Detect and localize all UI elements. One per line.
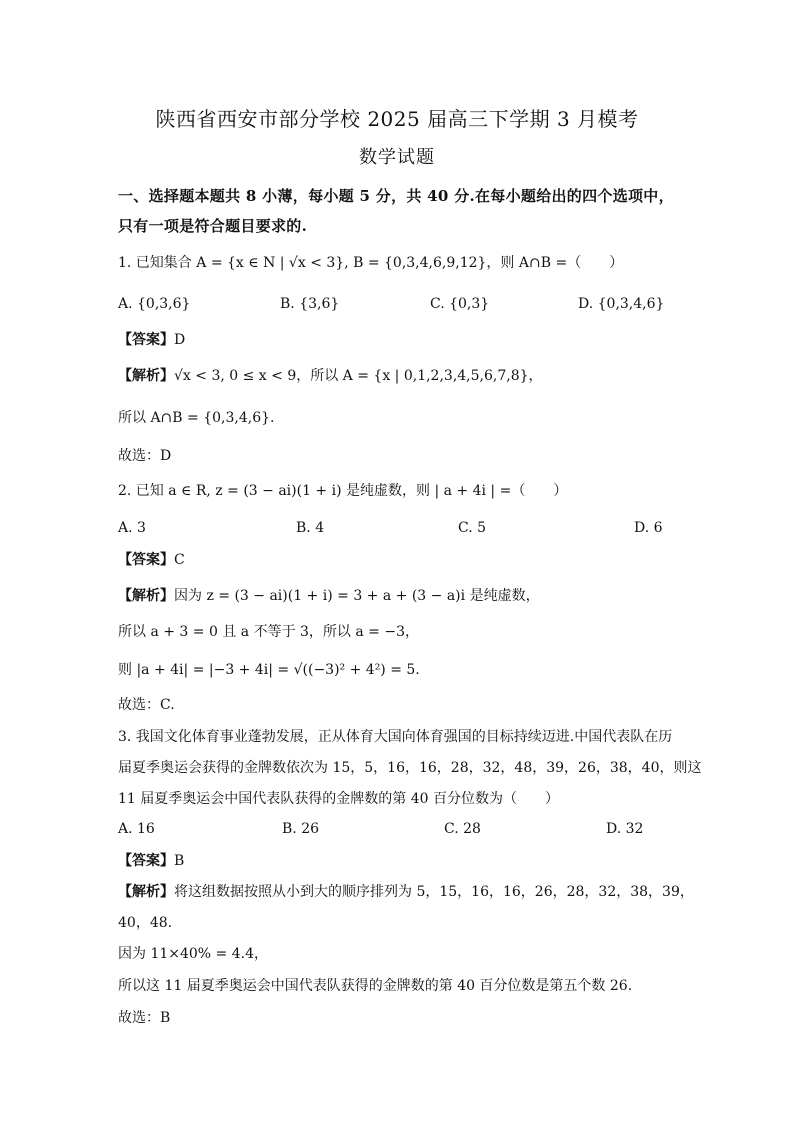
analysis-line: √x < 3, 0 ≤ x < 9，所以 A = {x | 0,1,2,3,4,5,6,7,8}， bbox=[174, 368, 543, 384]
analysis-line: 因为 z = (3 − ai)(1 + i) = 3 + a + (3 − a)i 是纯虚数， bbox=[174, 588, 540, 604]
question-1-option-b: B. {3,6} bbox=[280, 296, 340, 312]
answer-value: C bbox=[174, 552, 185, 568]
question-3-option-b: B. 26 bbox=[282, 821, 320, 837]
analysis-label: 【解析】 bbox=[118, 368, 174, 384]
question-3-stem-line: 11 届夏季奥运会中国代表队获得的金牌数的第 40 百分位数为（ ） bbox=[118, 791, 559, 807]
question-1-option-a: A. {0,3,6} bbox=[118, 296, 191, 312]
analysis-line: 故选：B bbox=[118, 1010, 171, 1026]
page-title: 陕西省西安市部分学校 2025 届高三下学期 3 月模考 bbox=[155, 107, 639, 131]
section-heading: 一、选择题本题共 8 小薄，每小题 5 分，共 40 分.在每小题给出的四个选项中， bbox=[118, 187, 674, 205]
analysis-line: 所以这 11 届夏季奥运会中国代表队获得的金牌数的第 40 百分位数是第五个数 26. bbox=[118, 978, 633, 994]
answer-value: B bbox=[174, 853, 185, 869]
question-2-analysis bbox=[118, 586, 540, 606]
answer-label: 【答案】 bbox=[118, 552, 174, 568]
question-3-option-d: D. 32 bbox=[606, 821, 644, 837]
answer-label: 【答案】 bbox=[118, 853, 174, 869]
question-3-analysis bbox=[118, 882, 694, 902]
question-2-answer bbox=[118, 550, 185, 570]
question-3-option-c: C. 28 bbox=[444, 821, 481, 837]
page-subtitle: 数学试题 bbox=[359, 147, 435, 168]
question-3-option-a: A. 16 bbox=[118, 821, 155, 837]
answer-value: D bbox=[174, 332, 186, 348]
question-2-option-b: B. 4 bbox=[296, 520, 325, 536]
question-3-answer bbox=[118, 851, 184, 871]
question-1-answer bbox=[118, 330, 185, 350]
analysis-line: 将这组数据按照从小到大的顺序排列为 5，15，16，16，26，28，32，38，39， bbox=[174, 884, 694, 900]
question-2-stem: 2. 已知 a ∈ R, z = (3 − ai)(1 + i) 是纯虚数，则 | a + 4i | =（ ） bbox=[118, 483, 568, 499]
question-1-analysis bbox=[118, 366, 543, 386]
analysis-line: 则 |a + 4i| = |−3 + 4i| = √((−3)² + 4²) = 5. bbox=[118, 662, 420, 678]
analysis-line: 所以 A∩B = {0,3,4,6}. bbox=[118, 410, 275, 426]
question-3-stem-line: 届夏季奥运会获得的金牌数依次为 15，5，16，16，28，32，48，39，26，38，40，则这 bbox=[118, 760, 702, 776]
analysis-line: 所以 a + 3 = 0 且 a 不等于 3，所以 a = −3， bbox=[118, 624, 419, 640]
question-2-option-c: C. 5 bbox=[458, 520, 487, 536]
analysis-line: 40，48. bbox=[118, 915, 173, 931]
question-1-option-c: C. {0,3} bbox=[430, 296, 490, 312]
analysis-label: 【解析】 bbox=[118, 884, 174, 900]
question-2-option-d: D. 6 bbox=[634, 520, 663, 536]
analysis-line: 因为 11×40% = 4.4， bbox=[118, 946, 269, 962]
question-1-option-d: D. {0,3,4,6} bbox=[578, 296, 665, 312]
question-2-option-a: A. 3 bbox=[118, 520, 146, 536]
section-heading-continued: 只有一项是符合题目要求的. bbox=[118, 217, 308, 235]
question-1-stem: 1. 已知集合 A = {x ∈ N | √x < 3}, B = {0,3,4,6,9,12}，则 A∩B =（ ） bbox=[118, 255, 624, 271]
question-3-stem-line: 3. 我国文化体育事业蓬勃发展，正从体育大国向体育强国的目标持续迈进.中国代表队在历 bbox=[118, 729, 673, 745]
analysis-line: 故选：C. bbox=[118, 697, 175, 713]
analysis-label: 【解析】 bbox=[118, 588, 174, 604]
analysis-line: 故选：D bbox=[118, 448, 172, 464]
answer-label: 【答案】 bbox=[118, 332, 174, 348]
